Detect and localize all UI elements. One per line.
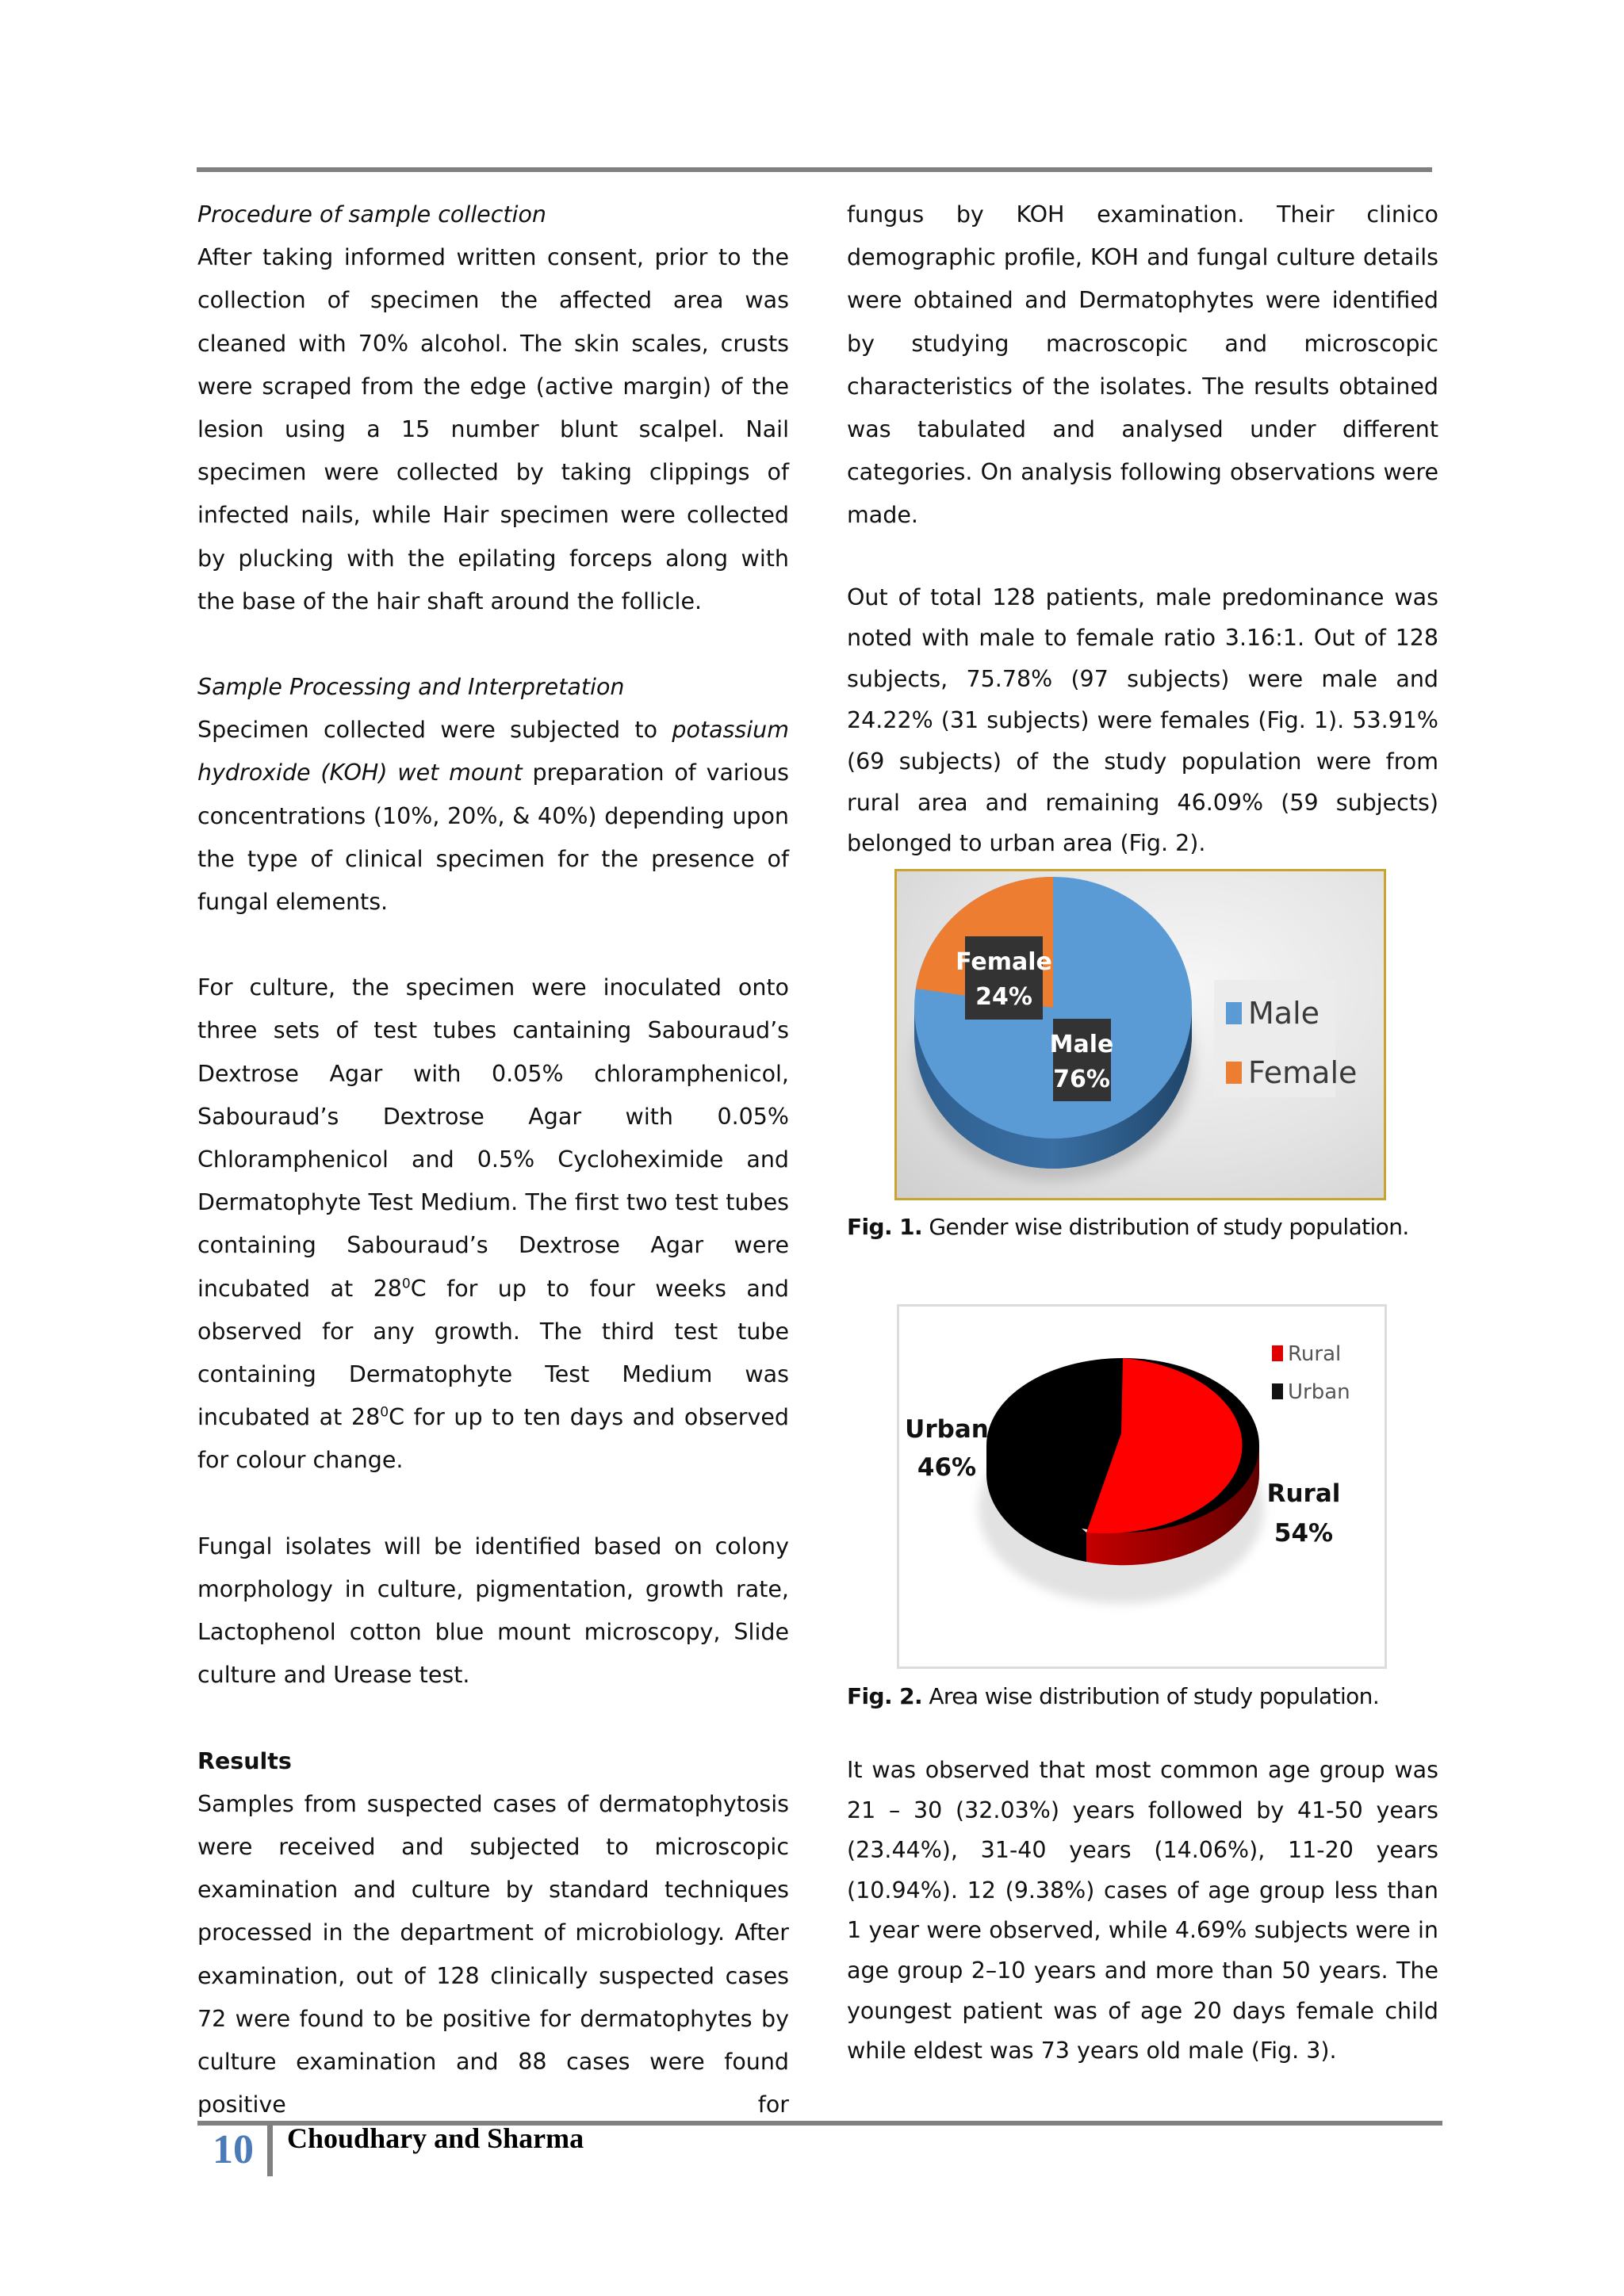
degree-sup: 0: [401, 1276, 411, 1292]
procedure-paragraph: After taking informed written consent, prior to the collection of specimen the affected area was cleaned with 70% alcohol. The skin scales, crusts were scraped from the edge (active margin) of the lesion using a 15 number blunt scalpel. Nail specimen were collected by taking clippings of infected nails, while Hair specimen were collected by plucking with the epilating forceps along with the base of the hair shaft around the follicle.: [197, 244, 789, 614]
identification-paragraph: Fungal isolates will be identified based on colony morphology in culture, pigmentation, growth rate, Lactophenol cotton blue mount microscopy, Slide culture and Urease test.: [197, 1533, 789, 1689]
fig2-caption-text: Area wise distribution of study population.: [922, 1683, 1380, 1709]
spacer: [197, 1697, 789, 1740]
spacer: [847, 538, 1438, 577]
spacer: [197, 924, 789, 966]
processing-text-1: Specimen collected were subjected to: [197, 717, 672, 744]
results-paragraph: Samples from suspected cases of dermatophytosis were received and subjected to microscopic examination and culture by standard techniques processed in the department of microbiology. After examination, out of 128 clinically suspected cases 72 were found to be positive for dermatophytes by culture examination and 88 cases were found positive for: [197, 1790, 789, 2118]
age-paragraph: It was observed that most common age group was 21 – 30 (32.03%) years followed by 41-50 years (23.44%), 31-40 years (14.06%), 11-20 years (10.94%). 12 (9.38%) cases of age group less than 1 year were observed, while 4.69% subjects were in age group 2–10 years and more than 50 years. The youngest patient was of age 20 days female child while eldest was 73 years old male (Fig. 3).: [847, 1757, 1438, 2064]
gender-pie-chart: [897, 871, 1384, 1198]
page-number: 10: [213, 2127, 254, 2172]
legend-label-urban: Urban: [1288, 1380, 1350, 1404]
footer-divider: [267, 2126, 273, 2176]
legend-label-female: Female: [1248, 1055, 1358, 1090]
female-data-label-name: Female: [956, 948, 1052, 976]
header-rule: [197, 167, 1432, 172]
area-pie-chart: [899, 1307, 1385, 1667]
right-column-bottom: [847, 1751, 1438, 2072]
processing-text-2: preparation of various concentrations (10%, 20%, & 40%) depending upon the type of clinical specimen for the presence of fungal elements.: [197, 760, 789, 916]
urban-data-label-name: Urban: [905, 1415, 989, 1444]
results-heading: Results: [197, 1747, 292, 1774]
culture-paragraph: [197, 966, 789, 1482]
spacer: [197, 1483, 789, 1525]
right-column-top: [847, 193, 1438, 864]
legend-swatch-urban: [1272, 1383, 1283, 1399]
degree-sup: 0: [380, 1404, 389, 1421]
legend-swatch-rural: [1272, 1345, 1283, 1361]
figure-1-gender-pie: [894, 869, 1386, 1200]
male-data-label-name: Male: [1049, 1031, 1114, 1058]
legend-label-male: Male: [1248, 996, 1320, 1031]
male-data-label-value: 76%: [1053, 1066, 1110, 1093]
figure-1-caption: [847, 1213, 1409, 1242]
rural-data-label-name: Rural: [1266, 1479, 1341, 1508]
demographics-paragraph: Out of total 128 patients, male predominance was noted with male to female ratio 3.16:1. Out of 128 subjects, 75.78% (97 subjects) were male and 24.22% (31 subjects) were females (Fig. 1). 53.91% (69 subjects) of the study population were from rural area and remaining 46.09% (59 subjects) belonged to urban area (Fig. 2).: [847, 584, 1438, 857]
continuation-paragraph: fungus by KOH examination. Their clinico demographic profile, KOH and fungal culture details were obtained and Dermatophytes were identified by studying macroscopic and microscopic characteristics of the isolates. The results obtained was tabulated and analysed under different categories. On analysis following observations were made.: [847, 201, 1438, 529]
fig1-label: Fig. 1.: [847, 1214, 923, 1240]
legend-label-rural: Rural: [1288, 1342, 1342, 1366]
legend-swatch-female: [1226, 1062, 1242, 1084]
female-data-label-value: 24%: [975, 983, 1032, 1011]
running-footer-authors: Choudhary and Sharma: [287, 2122, 584, 2154]
figure-2-area-pie: [897, 1304, 1387, 1669]
culture-text-2: C for up to four weeks and observed for any growth. The third test tube containing Dermatophyte Test Medium was incubated at 28: [197, 1275, 790, 1431]
figure-2-caption: [847, 1682, 1379, 1711]
procedure-heading: Procedure of sample collection: [197, 201, 546, 228]
urban-data-label-value: 46%: [917, 1453, 977, 1482]
processing-text-italic: potassium hydroxide (KOH) wet mount: [197, 717, 789, 786]
spacer: [197, 623, 789, 666]
processing-heading: Sample Processing and Interpretation: [197, 674, 625, 701]
processing-paragraph: [197, 709, 789, 924]
culture-text-3: C for up to ten days and observed for colour change.: [197, 1404, 790, 1474]
rural-data-label-value: 54%: [1274, 1519, 1334, 1548]
fig1-caption-text: Gender wise distribution of study population.: [922, 1214, 1409, 1240]
culture-text-1: For culture, the specimen were inoculated onto three sets of test tubes cantaining Sabouraud’s Dextrose Agar with 0.05% chloramphenicol, Sabouraud’s Dextrose Agar with 0.05% Chloramphenicol and 0.5% Cycloheximide and Dermatophyte Test Medium. The first two test tubes containing Sabouraud’s Dextrose Agar were incubated at 28: [197, 974, 789, 1302]
legend-swatch-male: [1226, 1002, 1242, 1024]
left-column: [197, 193, 789, 2126]
fig2-label: Fig. 2.: [847, 1683, 923, 1709]
